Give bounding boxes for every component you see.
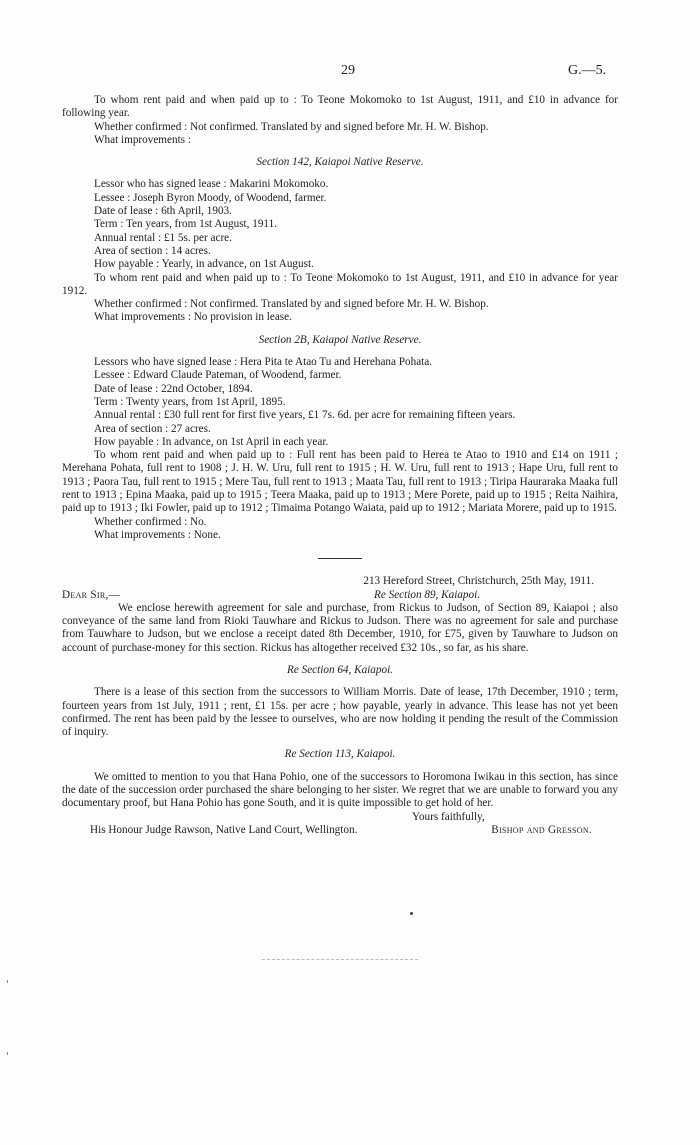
page-body — [62, 94, 618, 837]
letter-salutation: Dear Sir,— — [62, 588, 121, 601]
s142-area: Area of section : 14 acres. — [94, 244, 211, 257]
re-section-64: Re Section 64, Kaiapoi. — [287, 663, 393, 676]
margin-mark — [7, 980, 8, 983]
margin-mark — [7, 1052, 8, 1055]
letter-address: 213 Hereford Street, Christchurch, 25th May, 1911. — [363, 575, 594, 588]
letter-para-2: There is a lease of this section from the successors to William Morris. Date of lease, 17th December, 1910 ; term, fourteen years from 1st July, 1911 ; rent, £1 15s. per acre ; how payable, yearly in advance. This lease has not yet been confirmed. The rent has been paid by the lessee to ourselves, who are now holding it pending the result of the Commission of inquiry. — [62, 686, 618, 739]
page-number: 29 — [341, 63, 355, 78]
s142-date: Date of lease : 6th April, 1903. — [94, 205, 232, 218]
s142-rent-paid: To whom rent paid and when paid up to : To Teone Mokomoko to 1st August, 1911, and £10 in advance for year 1912. — [62, 271, 618, 297]
letter-addressee: His Honour Judge Rawson, Native Land Court, Wellington. — [90, 823, 358, 836]
s2b-improvements: What improvements : None. — [94, 528, 221, 541]
letter-para-3: We omitted to mention to you that Hana Pohio, one of the successors to Horomona Iwikau in this section, has since the date of the succession order purchased the share belonging to her sister. We regret that we are unable to forward you any documentary proof, but Hana Pohio has gone South, and it is quite impossible to get hold of her. — [62, 770, 618, 810]
s142-payable: How payable : Yearly, in advance, on 1st August. — [94, 258, 314, 271]
ink-speck — [410, 912, 413, 915]
letter-para-1: We enclose herewith agreement for sale and purchase, from Rickus to Judson, of Section 89, Kaiapoi ; also conveyance of the same land from Rioki Tauwhare and Rickus to Judson. There was no agreement for sale and purchase from Tauwhare to Judson, but we enclose a receipt dated 8th December, 1910, for £75, given by Tauwhare to Judson on account of purchase-money for this section. Rickus has altogether received £32 10s., so far, as his share. — [62, 601, 618, 654]
s2b-area: Area of section : 27 acres. — [94, 422, 211, 435]
s2b-payable: How payable : In advance, on 1st April in each year. — [94, 435, 329, 448]
letter-closing: Yours faithfully, — [412, 810, 485, 823]
s2b-rent-paid: To whom rent paid and when paid up to : Full rent has been paid to Herea te Atao to 1910 and £14 on 1911 ; Merehana Pohata, full rent to 1908 ; J. H. W. Uru, full rent to 1915 ; H. W. Uru, full rent to 1913 ; Hape Uru, full rent to 1913 ; Paora Tau, full rent to 1915 ; Mere Tau, full rent to 1913 ; Maata Tau, full rent to 1913 ; Tiripa Hauraraka Maaka full rent to 1913 ; Epina Maaka, paid up to 1915 ; Teera Maaka, paid up to 1913 ; Mere Porete, paid up to 1915 ; Reita Naihira, paid up to 1913 ; Iki Fowler, paid up to 1912 ; Timaima Potango Waiata, paid up to 1912 ; Mariata Morere, paid up to 1915. — [62, 449, 618, 515]
re-section-113: Re Section 113, Kaiapoi. — [284, 748, 396, 761]
s142-lessee: Lessee : Joseph Byron Moody, of Woodend, farmer. — [94, 191, 327, 204]
s142-lessor: Lessor who has signed lease : Makarini Mokomoko. — [94, 178, 329, 191]
s2b-date: Date of lease : 22nd October, 1894. — [94, 382, 253, 395]
intro-confirmed: Whether confirmed : Not confirmed. Translated by and signed before Mr. H. W. Bishop. — [94, 120, 489, 133]
s2b-term: Term : Twenty years, from 1st April, 1895. — [94, 395, 286, 408]
s2b-lessee: Lessee : Edward Claude Pateman, of Woodend, farmer. — [94, 369, 342, 382]
re-section-89: Re Section 89, Kaiapoi. — [374, 588, 480, 601]
letter-signature: Bishop and Gresson. — [491, 823, 592, 836]
s142-confirmed: Whether confirmed : Not confirmed. Translated by and signed before Mr. H. W. Bishop. — [94, 298, 489, 311]
s2b-rental: Annual rental : £30 full rent for first five years, £1 7s. 6d. per acre for remaining fifteen years. — [94, 409, 516, 422]
section-142-heading: Section 142, Kaiapoi Native Reserve. — [256, 156, 424, 169]
s142-rental: Annual rental : £1 5s. per acre. — [94, 231, 232, 244]
s142-term: Term : Ten years, from 1st August, 1911. — [94, 218, 278, 231]
faint-rule — [262, 959, 418, 960]
intro-improvements: What improvements : — [94, 133, 191, 146]
s2b-confirmed: Whether confirmed : No. — [94, 515, 207, 528]
s142-improvements: What improvements : No provision in lease. — [94, 311, 292, 324]
intro-rent-paid: To whom rent paid and when paid up to : To Teone Mokomoko to 1st August, 1911, and £10 in advance for following year. — [62, 94, 618, 120]
section-2b-heading: Section 2B, Kaiapoi Native Reserve. — [258, 333, 422, 346]
document-code: G.—5. — [568, 63, 607, 78]
s2b-lessors: Lessors who have signed lease : Hera Pita te Atao Tu and Herehana Pohata. — [94, 356, 433, 369]
